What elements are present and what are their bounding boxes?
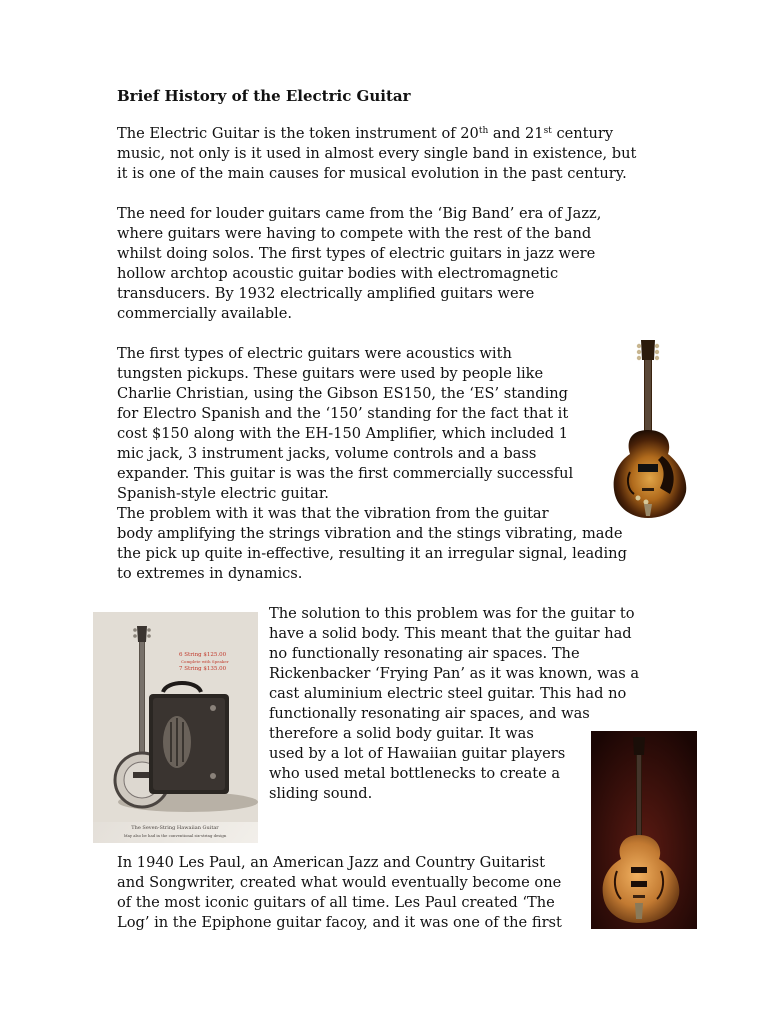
ad-price-line-2: Complete with Speaker [181,659,229,664]
paragraph-line: transducers. By 1932 electrically amplified guitars were [117,285,535,302]
paragraph-line: have a solid body. This meant that the guitar had [269,625,632,642]
paragraph-line: The first types of electric guitars were acoustics with [117,345,512,362]
ad-caption-2: May also be had in the conventional six-string design [123,833,227,838]
intro-line-1: The Electric Guitar is the token instrument of 20th and 21st century [117,125,614,142]
paragraph-line: Log’ in the Epiphone guitar facoy, and it was one of the first [117,914,562,931]
les-paul-paragraph [117,853,562,933]
paragraph-line: cast aluminium electric steel guitar. This had no [269,685,627,702]
paragraph-line: used by a lot of Hawaiian guitar players [269,745,566,762]
paragraph-line: body amplifying the strings vibration and the stings vibrating, made [117,525,623,542]
paragraph-line: whilst doing solos. The first types of electric guitars in jazz were [117,245,596,262]
paragraph-line: The need for louder guitars came from the ‘Big Band’ era of Jazz, [117,205,602,222]
superscript-th: th [478,126,489,136]
paragraph-line: mic jack, 3 instrument jacks, volume controls and a bass [117,445,537,462]
paragraph-line: where guitars were having to compete with the rest of the band [117,225,592,242]
paragraph-line: In 1940 Les Paul, an American Jazz and Country Guitarist [117,854,545,871]
paragraph-line: to extremes in dynamics. [117,565,303,582]
vintage-hawaiian-guitar-ad-image [93,612,258,843]
big-band-paragraph [117,204,601,324]
paragraph-line: The problem with it was that the vibration from the guitar [117,505,549,522]
paragraph-line: the pick up quite in-effective, resulting it an irregular signal, leading [117,545,627,562]
paragraph-line: expander. This guitar is was the first commercially successful [117,465,574,482]
gibson-es150-guitar-image [608,338,692,520]
paragraph-line: of the most iconic guitars of all time. Les Paul created ‘The [117,894,555,911]
first-electric-guitars-paragraph [117,344,627,584]
paragraph-line: hollow archtop acoustic guitar bodies with electromagnetic [117,265,559,282]
paragraph-line: who used metal bottlenecks to create a [269,765,561,782]
paragraph-line: no functionally resonating air spaces. The [269,645,580,662]
intro-paragraph [117,124,636,184]
paragraph-line: Spanish-style electric guitar. [117,485,329,502]
paragraph-line: sliding sound. [269,785,373,802]
paragraph-line: for Electro Spanish and the ‘150’ standing for the fact that it [117,405,569,422]
ad-caption-1: The Seven-String Hawaiian Guitar [131,825,219,831]
paragraph-line: functionally resonating air spaces, and was [269,705,590,722]
intro-line-3: it is one of the main causes for musical evolution in the past century. [117,165,627,182]
paragraph-line: Charlie Christian, using the Gibson ES150, the ‘ES’ standing [117,385,569,402]
paragraph-line: commercially available. [117,305,292,322]
paragraph-line: Rickenbacker ‘Frying Pan’ as it was known, was a [269,665,640,682]
paragraph-line: The solution to this problem was for the guitar to [269,605,635,622]
hollow-body-guitar-photo [591,731,697,929]
intro-line-2: music, not only is it used in almost every single band in existence, but [117,145,637,162]
paragraph-line: and Songwriter, created what would eventually become one [117,874,562,891]
solid-body-paragraph [269,604,639,804]
ad-price-line-3: 7 String $135.00 [179,666,227,672]
document-title: Brief History of the Electric Guitar [117,87,411,105]
paragraph-line: cost $150 along with the EH-150 Amplifier, which included 1 [117,425,569,442]
superscript-st: st [543,126,552,136]
ad-price-line-1: 6 String $125.00 [179,652,227,658]
paragraph-line: therefore a solid body guitar. It was [269,725,534,742]
paragraph-line: tungsten pickups. These guitars were used by people like [117,365,544,382]
